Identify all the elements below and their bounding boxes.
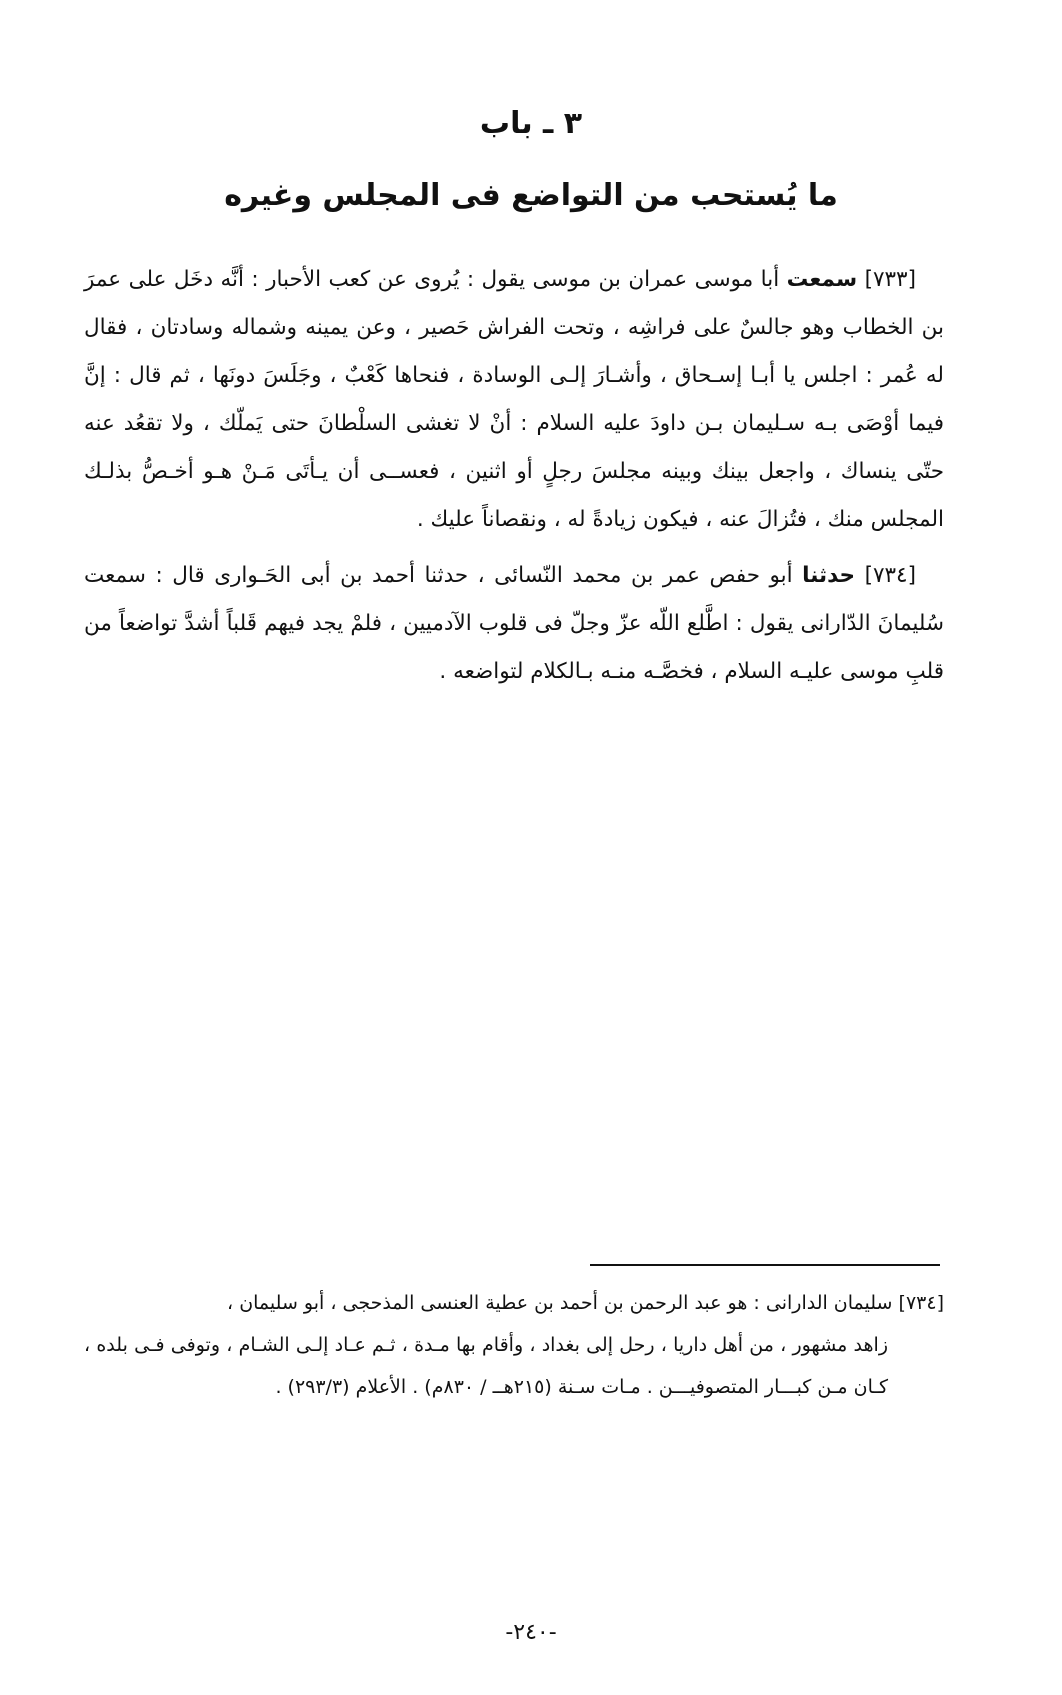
- page-number: -٢٤٠-: [505, 1620, 557, 1645]
- footnote-734: [84, 1282, 944, 1408]
- body-text: [84, 256, 944, 704]
- paragraph-text: أبا موسى عمران بن موسى يقول : يُروى عن كعب الأحبار : أنَّه دخَل على عمرَ بن الخطاب وهو جالسٌ على فراشِه ، وتحت الفراش حَصير ، وعن يمينه وشماله وسادتان ، فقال له عُمر : اجلس يا أبـا إسـحاق ، وأشـارَ إلـى الوسادة ، فنحاها كَعْبٌ ، وجَلَسَ دونَها ، ثم قال : إنَّ فيما أوْصَى بـه سـليمان بـن داودَ عليه السلام : أنْ لا تغشى السلْطانَ حتى يَملّك ، ولا تقعُد عنه حتّى ينساك ، واجعل بينك وبينه مجلسَ رجلٍ أو اثنين ، فعســى أن يـأتَى مَـنْ هـو أخـصُّ بذلـك المجلس منك ، فتُزالَ عنه ، فيكون زيادةً له ، ونقصاناً عليك .: [84, 267, 944, 532]
- footnotes: [84, 1282, 944, 1408]
- paragraph-733: [84, 256, 944, 544]
- footnote-ref: [٧٣٤]: [898, 1292, 944, 1314]
- paragraph-text: أبو حفص عمر بن محمد النّسائى ، حدثنا أحمد بن أبى الحَـوارى قال : سمعت سُليمانَ الدّارانى يقول : اطَّلع اللّه عزّ وجلّ فى قلوب الآدميين ، فلمْ يجد فيهم قَلباً أشدَّ تواضعاً من قلبِ موسى عليـه السلام ، فخصَّـه منـه بـالكلام لتواضعه .: [84, 563, 944, 684]
- paragraph-lead-word: حدثنا: [802, 563, 856, 588]
- paragraph-lead-word: سمعت: [786, 267, 858, 292]
- footnote-first-line: سليمان الدارانى : هو عبد الرحمن بن أحمد بن عطية العنسى المذحجى ، أبو سليمان ،: [227, 1292, 893, 1314]
- footnote-divider: [590, 1264, 940, 1266]
- paragraph-number: [٧٣٣]: [864, 267, 916, 292]
- chapter-number: ٣ ـ باب: [479, 106, 583, 141]
- chapter-title: ما يُستحب من التواضع فى المجلس وغيره: [224, 178, 838, 213]
- footnote-continuation: زاهد مشهور ، من أهل داريا ، رحل إلى بغداد ، وأقام بها مـدة ، ثـم عـاد إلـى الشـام ، وتوفى فـى بلده ، كـان مـن كبـــار المتصوفيـــن . مـات سـنة (٢١٥هــ / ٨٣٠م) . الأعلام (٢٩٣/٣) .: [84, 1334, 888, 1398]
- paragraph-number: [٧٣٤]: [864, 563, 916, 588]
- paragraph-734: [84, 552, 944, 696]
